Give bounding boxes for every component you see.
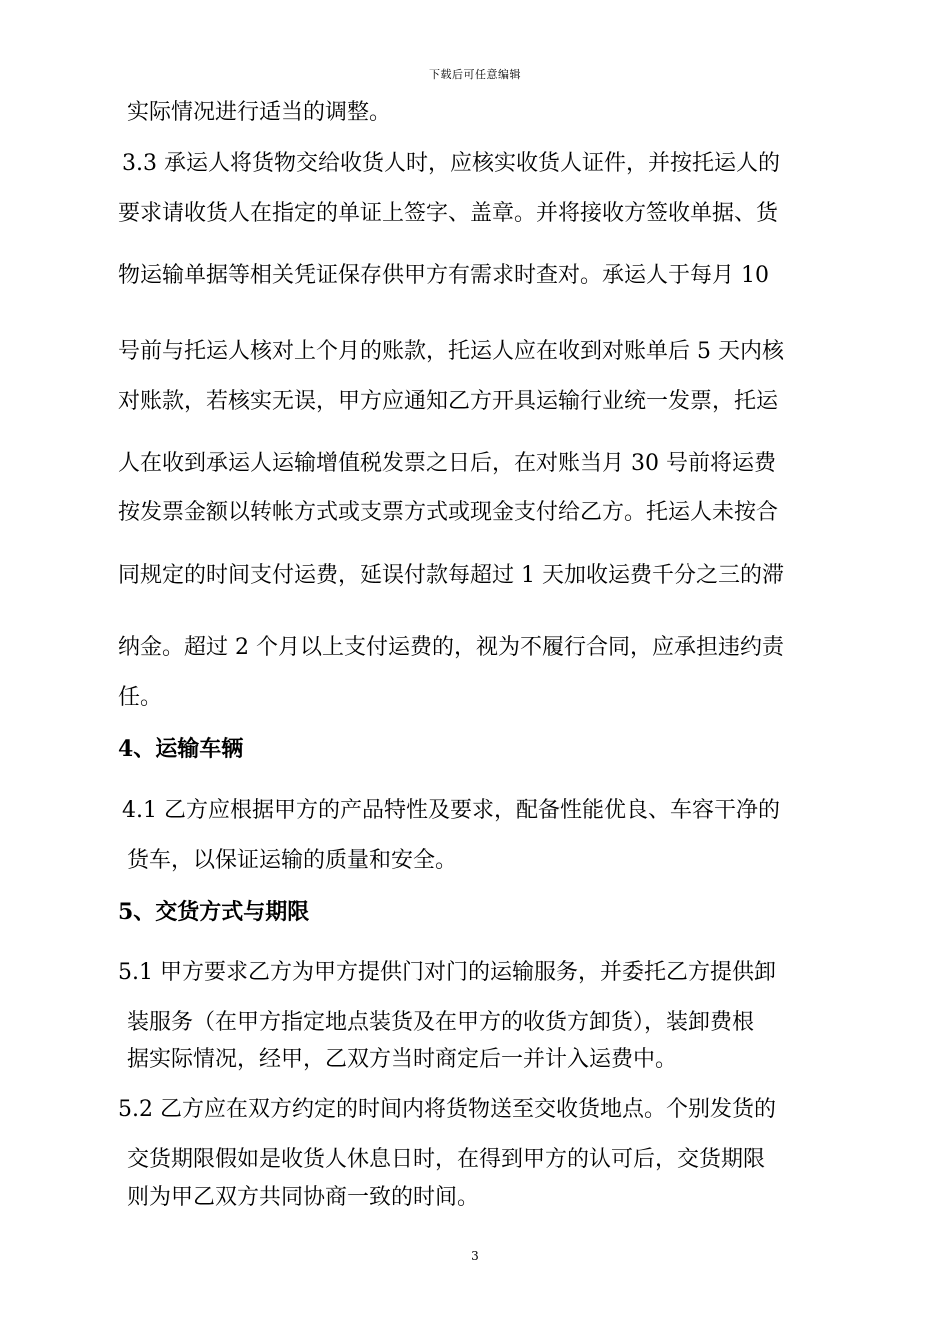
text-line: 货车，以保证运输的质量和安全。 [127, 848, 458, 873]
text-line: 据实际情况，经甲，乙双方当时商定后一并计入运费中。 [127, 1047, 678, 1072]
text-line: 实际情况进行适当的调整。 [127, 100, 392, 125]
text-line: 人在收到承运人运输增值税发票之日后，在对账当月 30 号前将运费 [118, 451, 776, 476]
text-line: 任。 [118, 685, 163, 710]
text-line: 3.3 承运人将货物交给收货人时，应核实收货人证件，并按托运人的 [122, 151, 780, 176]
text-line: 同规定的时间支付运费，延误付款每超过 1 天加收运费千分之三的滞 [118, 563, 784, 588]
text-line: 要求请收货人在指定的单证上签字、盖章。并将接收方签收单据、货 [118, 201, 779, 226]
text-line: 对账款，若核实无误，甲方应通知乙方开具运输行业统一发票，托运 [118, 389, 779, 414]
text-line: 4.1 乙方应根据甲方的产品特性及要求，配备性能优良、车容干净的 [122, 798, 780, 823]
text-line: 号前与托运人核对上个月的账款，托运人应在收到对账单后 5 天内核 [118, 339, 784, 364]
text-line: 按发票金额以转帐方式或支票方式或现金支付给乙方。托运人未按合 [118, 500, 779, 525]
text-line: 纳金。超过 2 个月以上支付运费的，视为不履行合同，应承担违约责 [118, 635, 784, 660]
text-line: 5.2 乙方应在双方约定的时间内将货物送至交收货地点。个别发货的 [118, 1097, 776, 1122]
text-line: 则为甲乙双方共同协商一致的时间。 [127, 1185, 480, 1210]
text-line: 5.1 甲方要求乙方为甲方提供门对门的运输服务，并委托乙方提供卸 [118, 960, 776, 985]
text-line: 交货期限假如是收货人休息日时，在得到甲方的认可后，交货期限 [127, 1147, 766, 1172]
page-header-note: 下载后可任意编辑 [429, 68, 521, 81]
text-line: 物运输单据等相关凭证保存供甲方有需求时查对。承运人于每月 10 [118, 263, 769, 288]
text-line: 装服务（在甲方指定地点装货及在甲方的收货方卸货），装卸费根 [127, 1010, 755, 1035]
section-heading-5: 5、交货方式与期限 [118, 899, 310, 925]
page-number: 3 [471, 1249, 479, 1263]
section-heading-4: 4、运输车辆 [118, 736, 244, 762]
